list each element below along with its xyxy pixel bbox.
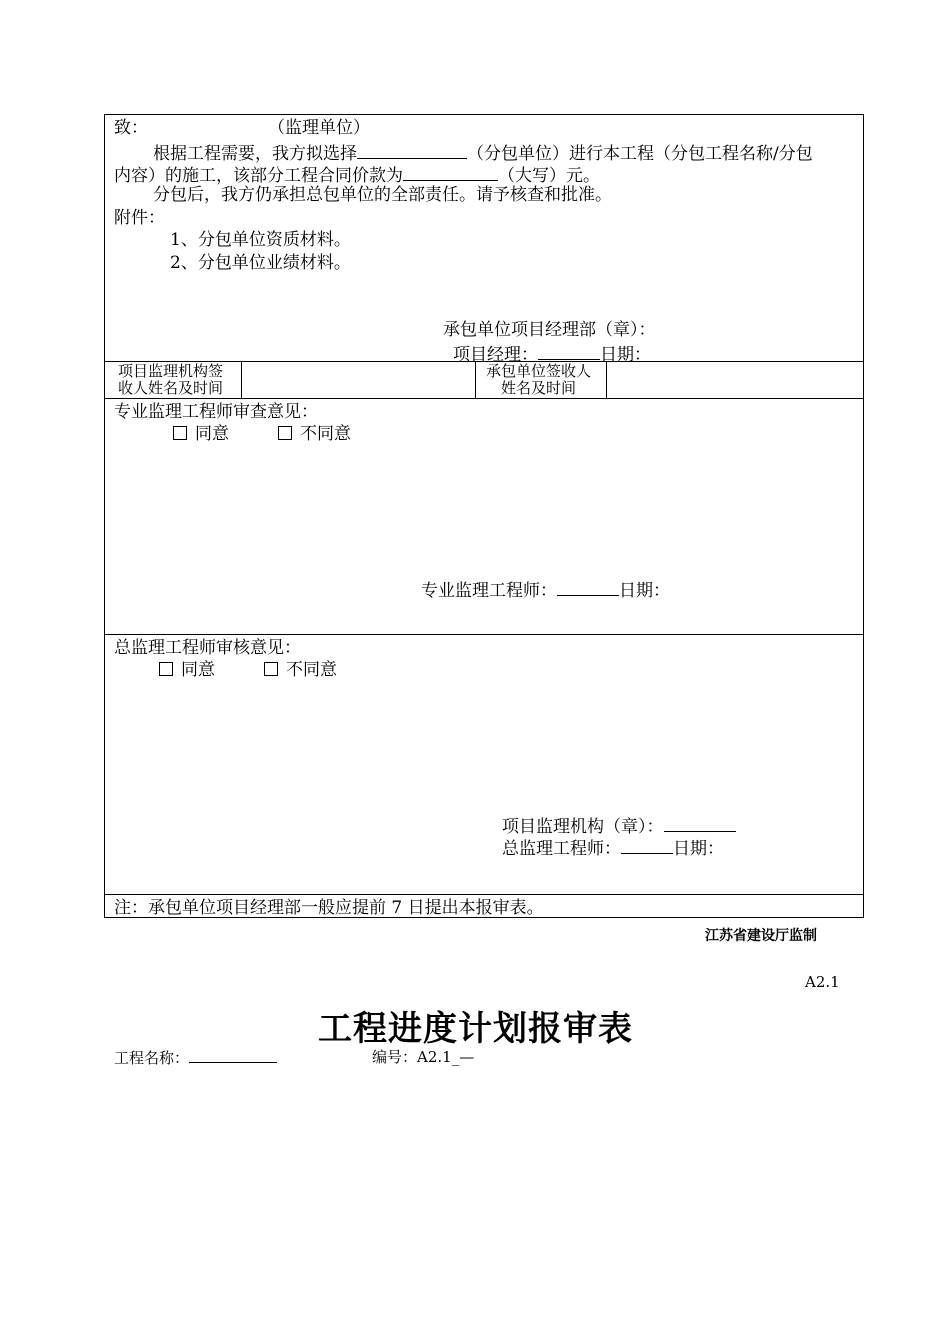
project-name-blank[interactable] [189, 1048, 277, 1063]
chief-agree-label: 同意 [181, 660, 215, 680]
contract-price-blank[interactable] [403, 162, 498, 181]
para1-text-a: 根据工程需要，我方拟选择 [153, 144, 357, 164]
to-unit: （监理单位） [268, 118, 370, 138]
divider-receipt-bottom [104, 398, 864, 399]
para2: 分包后，我方仍承担总包单位的全部责任。请予核查和批准。 [153, 185, 612, 205]
contractor-receipt-label-2: 姓名及时间 [501, 379, 577, 397]
attach-item-1: 1、分包单位资质材料。 [170, 230, 351, 250]
checkbox-icon[interactable] [173, 426, 187, 440]
chief-sign-line [502, 835, 724, 860]
chief-agree-option[interactable] [159, 659, 215, 681]
contractor-receipt-label-1: 承包单位签收人 [486, 362, 592, 380]
attach-label: 附件： [114, 208, 165, 228]
para1-text-d: （大写）元。 [498, 166, 600, 186]
to-label: 致： [114, 118, 148, 138]
receipt-col-3 [606, 361, 607, 398]
engineer-sign-line [421, 577, 670, 602]
form-number: 编号：A2.1_— [372, 1048, 475, 1066]
chief-heading: 总监理工程师审核意见： [114, 638, 301, 658]
issuer-label: 江苏省建设厅监制 [705, 928, 817, 944]
checkbox-icon[interactable] [159, 662, 173, 676]
engineer-agree-label: 同意 [195, 424, 229, 444]
supervisor-receipt-cell[interactable] [243, 362, 474, 397]
supervisor-receipt-label-1: 项目监理机构签 [118, 362, 224, 380]
attach-item-2: 2、分包单位业绩材料。 [170, 253, 351, 273]
checkbox-icon[interactable] [264, 662, 278, 676]
engineer-disagree-label: 不同意 [300, 424, 351, 444]
engineer-disagree-option[interactable] [278, 423, 351, 445]
receipt-col-2 [475, 361, 476, 398]
pm-signature-blank[interactable] [538, 341, 600, 360]
chief-disagree-label: 不同意 [286, 660, 337, 680]
project-name-line [114, 1048, 277, 1067]
sign-pm-label: 项目经理： [453, 345, 538, 365]
checkbox-icon[interactable] [278, 426, 292, 440]
engineer-heading: 专业监理工程师审查意见： [114, 402, 318, 422]
supervisor-receipt-label-2: 收人姓名及时间 [118, 379, 224, 397]
footer-note: 注：承包单位项目经理部一般应提前 7 日提出本报审表。 [114, 898, 544, 918]
engineer-agree-option[interactable] [173, 423, 229, 445]
engineer-signature-blank[interactable] [557, 577, 619, 596]
chief-org-label: 项目监理机构（章）： [502, 817, 664, 837]
divider-note-top [104, 894, 864, 895]
form-code: A2.1 [805, 973, 840, 991]
page-title: 工程进度计划报审表 [318, 1009, 633, 1049]
sign-date-label: 日期： [600, 345, 651, 365]
para1-text-b: （分包单位）进行本工程（分包工程名称/分包 [467, 144, 813, 164]
engineer-date-label: 日期： [619, 581, 670, 601]
engineer-sign-label: 专业监理工程师： [421, 581, 557, 601]
subcontractor-blank[interactable] [357, 140, 467, 159]
contractor-receipt-cell[interactable] [608, 362, 863, 397]
chief-org-seal-blank[interactable] [664, 813, 736, 832]
divider-chief-top [104, 634, 864, 635]
sign-dept: 承包单位项目经理部（章）： [443, 320, 656, 340]
para1-text-c: 内容）的施工，该部分工程合同价款为 [114, 166, 403, 186]
chief-signature-blank[interactable] [621, 835, 673, 854]
project-name-label: 工程名称： [114, 1049, 190, 1067]
chief-date-label: 日期： [673, 839, 724, 859]
chief-sign-label: 总监理工程师： [502, 839, 621, 859]
chief-disagree-option[interactable] [264, 659, 337, 681]
receipt-col-1 [241, 361, 242, 398]
